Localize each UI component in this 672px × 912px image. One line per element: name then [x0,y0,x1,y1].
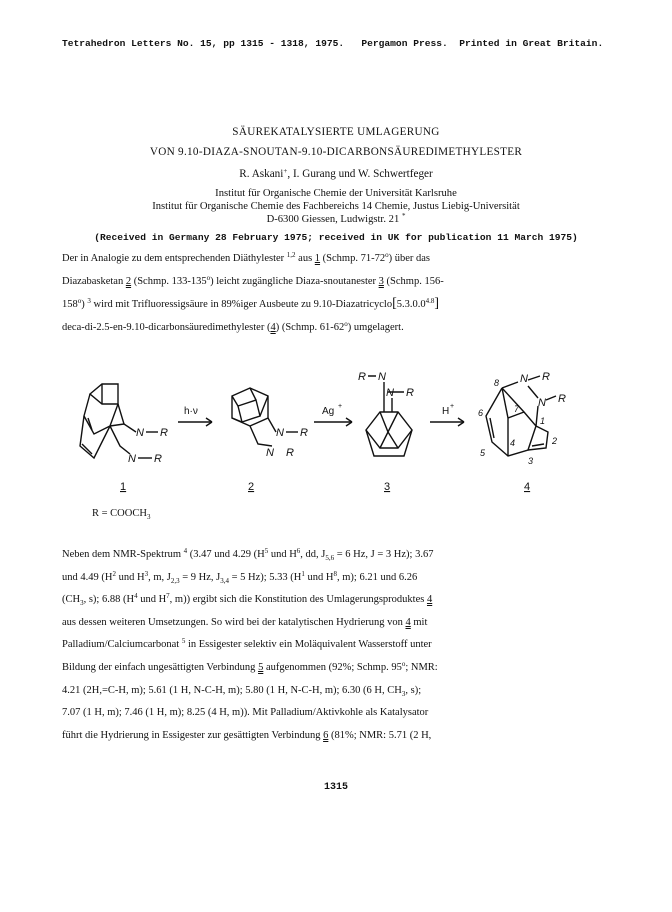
text-span: 158 [62,299,78,311]
body-line4 [62,612,614,635]
reference-mark: 3 [87,297,91,306]
article-title-line2: VON 9.10-DIAZA-SNOUTAN-9.10-DICARBONSÄUREDIMETHYLESTER [149,146,523,158]
text-span: und H [137,594,167,606]
intro-line2 [62,271,614,294]
ring-descriptor: 5.3.0.0 [396,299,426,311]
text-span: Diazabasketan [62,275,126,287]
arrow3-reagent: H [442,406,450,417]
intro-line3 [62,293,614,317]
compound-ref: 4 [426,594,433,606]
text-span: in Essigester selektiv ein Moläquivalent Wasserstoff unter [185,639,432,651]
compound-1-label: 1 [120,481,127,493]
text-span: mit [410,616,428,628]
affiliation-line3 [0,214,672,225]
r-def-text: R = COOCH [92,508,147,519]
text-span: aus [295,253,315,264]
atom-number-7: 7 [514,404,520,414]
body-line3 [62,589,614,612]
compound-4-label: 4 [524,481,531,493]
compound-ref: 6 [323,729,329,741]
compound-1-structure [80,384,136,458]
r-def-subscript: 3 [146,513,151,521]
reference-mark: 1,2 [286,251,296,259]
r-group-definition [92,508,150,519]
arrow1-condition: h·ν [184,406,198,417]
atom-number-1: 1 [540,416,546,426]
printed-note: Printed in Great Britain. [459,38,604,49]
text-span: 7.07 (1 H, m); 7.46 (1 H, m); 8.25 (4 H, m)). Mit Palladium/Aktivkohle als Katalysator [62,707,429,719]
text-span: ) leicht zugängliche Diaza-snoutanester [210,275,379,287]
text-span: wird mit Trifluoressigsäure in 89%iger Ausbeute zu 9.10-Diazatricyclo [90,299,393,311]
text-span: , dd, J [300,549,326,560]
proton-index: 1 [301,569,305,578]
compound-4-n2: N [538,397,546,409]
text-span: ; NMR: [405,661,438,673]
compound-2-r1: R [300,427,308,439]
body-line2 [62,567,614,590]
compound-4-n1: N [520,373,528,385]
affiliation-address: D-6300 Giessen, Ludwigstr. 21 [266,214,400,225]
compound-ref: 3 [378,275,384,287]
compound-4-r1: R [542,371,550,383]
author-first: R. Askani [239,168,284,180]
compound-3-n1: N [378,371,386,383]
atom-number-6: 6 [478,408,484,418]
text-span: aus dessen weiteren Umsetzungen. So wird bei der katalytischen Hydrierung von [62,616,406,628]
text-span: Neben dem NMR-Spektrum [62,549,184,560]
compound-2-r2: R [286,447,294,459]
text-span: ) umgelagert. [347,321,404,333]
text-span: (Schmp. 133-135 [131,275,207,287]
proton-index: 6 [296,547,301,555]
compound-2-structure [232,388,276,446]
author-rest: , I. Gurang und W. Schwertfeger [287,168,433,180]
text-span: (Schmp. 156- [383,275,444,287]
compound-ref: 4 [270,321,276,333]
text-span: , m); 6.21 und 6.26 [336,571,418,583]
compound-3-r1: R [358,371,366,383]
reference-mark: 4 [183,547,188,555]
received-dates: (Received in Germany 28 February 1975; received in UK for publication 11 March 1975) [94,232,578,243]
body-line7 [62,680,614,703]
subscript: 3 [401,689,406,698]
page-number: 1315 [323,782,348,793]
journal-citation: Tetrahedron Letters No. 15, pp 1315 - 1318, 1975. [62,38,345,49]
degree-mark: o [206,273,211,282]
text-span: Der in Analogie zu dem entsprechenden Diäthylester [62,253,285,264]
proton-index: 3 [144,569,149,578]
text-span: und 4.49 (H [62,571,113,583]
text-span: = 6 Hz, J = 3 Hz); 3.67 [334,549,434,560]
author-mark: + [283,167,288,175]
compound-2-n1: N [276,427,284,439]
coupling-index: 2,3 [170,576,180,585]
atom-number-2: 2 [552,436,558,446]
text-span: aufgenommen (92%; Schmp. 95 [263,661,402,673]
body-line1 [62,544,614,567]
proton-index: 2 [112,569,116,578]
compound-4-structure [486,376,556,456]
text-span: deca-di-2.5-en-9.10-dicarbonsäuredimethylester ( [62,321,271,333]
compound-1-n1: N [136,427,144,439]
coupling-index: 3,4 [220,576,229,585]
arrow2-charge: + [338,403,343,410]
body-line9 [62,725,614,748]
compound-ref: 2 [125,275,132,287]
compound-3-label: 3 [384,481,391,493]
body-line5 [62,634,614,657]
proton-index: 4 [134,592,138,601]
publisher: Pergamon Press. [361,38,448,49]
coupling-index: 5,6 [325,554,335,562]
text-span: , s); [405,684,422,696]
text-span: und H [268,549,297,560]
compound-ref: 4 [405,616,411,628]
text-span: ) [81,299,85,311]
body-line8 [62,702,614,725]
compound-2-n2: N [266,447,274,459]
article-title-line1: SÄUREKATALYSIERTE UMLAGERUNG [232,126,440,138]
atom-number-8: 8 [494,378,500,388]
text-span: Bildung der einfach ungesättigten Verbindung [62,661,259,673]
intro-line1 [62,248,614,271]
reference-mark: 5 [181,637,186,646]
intro-line4 [62,317,614,340]
text-span: ) (Schmp. 61-62 [275,321,345,333]
body-paragraph [62,544,614,747]
text-span: , m)) ergibt sich die Konstitution des Umlagerungsproduktes [169,594,427,606]
affiliation-line2: Institut für Organische Chemie des Fachbereichs 14 Chemie, Justus Liebig-Universität [152,201,520,212]
proton-index: 7 [166,592,170,601]
text-span: (Schmp. 71-72 [320,253,386,264]
degree-mark: o [344,319,348,328]
affiliation-mark: * [401,212,406,220]
proton-index: 8 [333,569,337,578]
affiliation-line1: Institut für Organische Chemie der Universität Karlsruhe [215,188,457,199]
intro-paragraph [62,248,614,339]
text-span: und H [115,571,145,583]
text-span: (81%; NMR: 5.71 (2 H, [328,729,432,741]
text-span: , s); 6.88 (H [83,594,135,606]
compound-2-label: 2 [248,481,255,493]
compound-4-r2: R [558,393,566,405]
compound-3-r2: R [406,387,414,399]
text-span: , m, J [148,571,171,583]
compound-ref: 1 [314,253,321,264]
bracket-close: ] [434,296,440,312]
reaction-scheme [62,366,622,526]
arrow2-reagent: Ag [322,406,335,417]
degree-mark: o [77,297,82,306]
compound-ref: 5 [258,661,264,673]
proton-index: 5 [264,547,269,555]
author-line [0,168,672,180]
text-span: 4.21 (2H,=C-H, m); 5.61 (1 H, N-C-H, m); 5.80 (1 H, N-C-H, m); 6.30 (6 H, CH [62,684,402,696]
degree-mark: o [385,251,389,259]
compound-1-n2: N [128,453,136,465]
text-span: = 5 Hz); 5.33 (H [228,571,302,583]
text-span: ) über das [388,253,430,264]
atom-number-3: 3 [528,456,534,466]
text-span: Palladium/Calciumcarbonat [62,639,182,651]
text-span: und H [304,571,334,583]
arrow3-charge: + [450,403,455,410]
text-span: (3.47 und 4.29 (H [187,549,265,560]
ring-superscript: 4.8 [425,297,435,306]
subscript: 3 [80,599,84,608]
compound-1-r2: R [154,453,162,465]
running-header [62,38,622,49]
bracket-open: [ [392,296,397,312]
text-span: führt die Hydrierung in Essigester zur gesättigten Verbindung [62,729,324,741]
degree-mark: o [401,659,406,668]
compound-3-n2: N [386,387,394,399]
atom-number-4: 4 [510,438,516,448]
atom-number-5: 5 [480,448,486,458]
body-line6 [62,657,614,680]
text-span: (CH [62,594,81,606]
text-span: = 9 Hz, J [179,571,221,583]
compound-1-r1: R [160,427,168,439]
